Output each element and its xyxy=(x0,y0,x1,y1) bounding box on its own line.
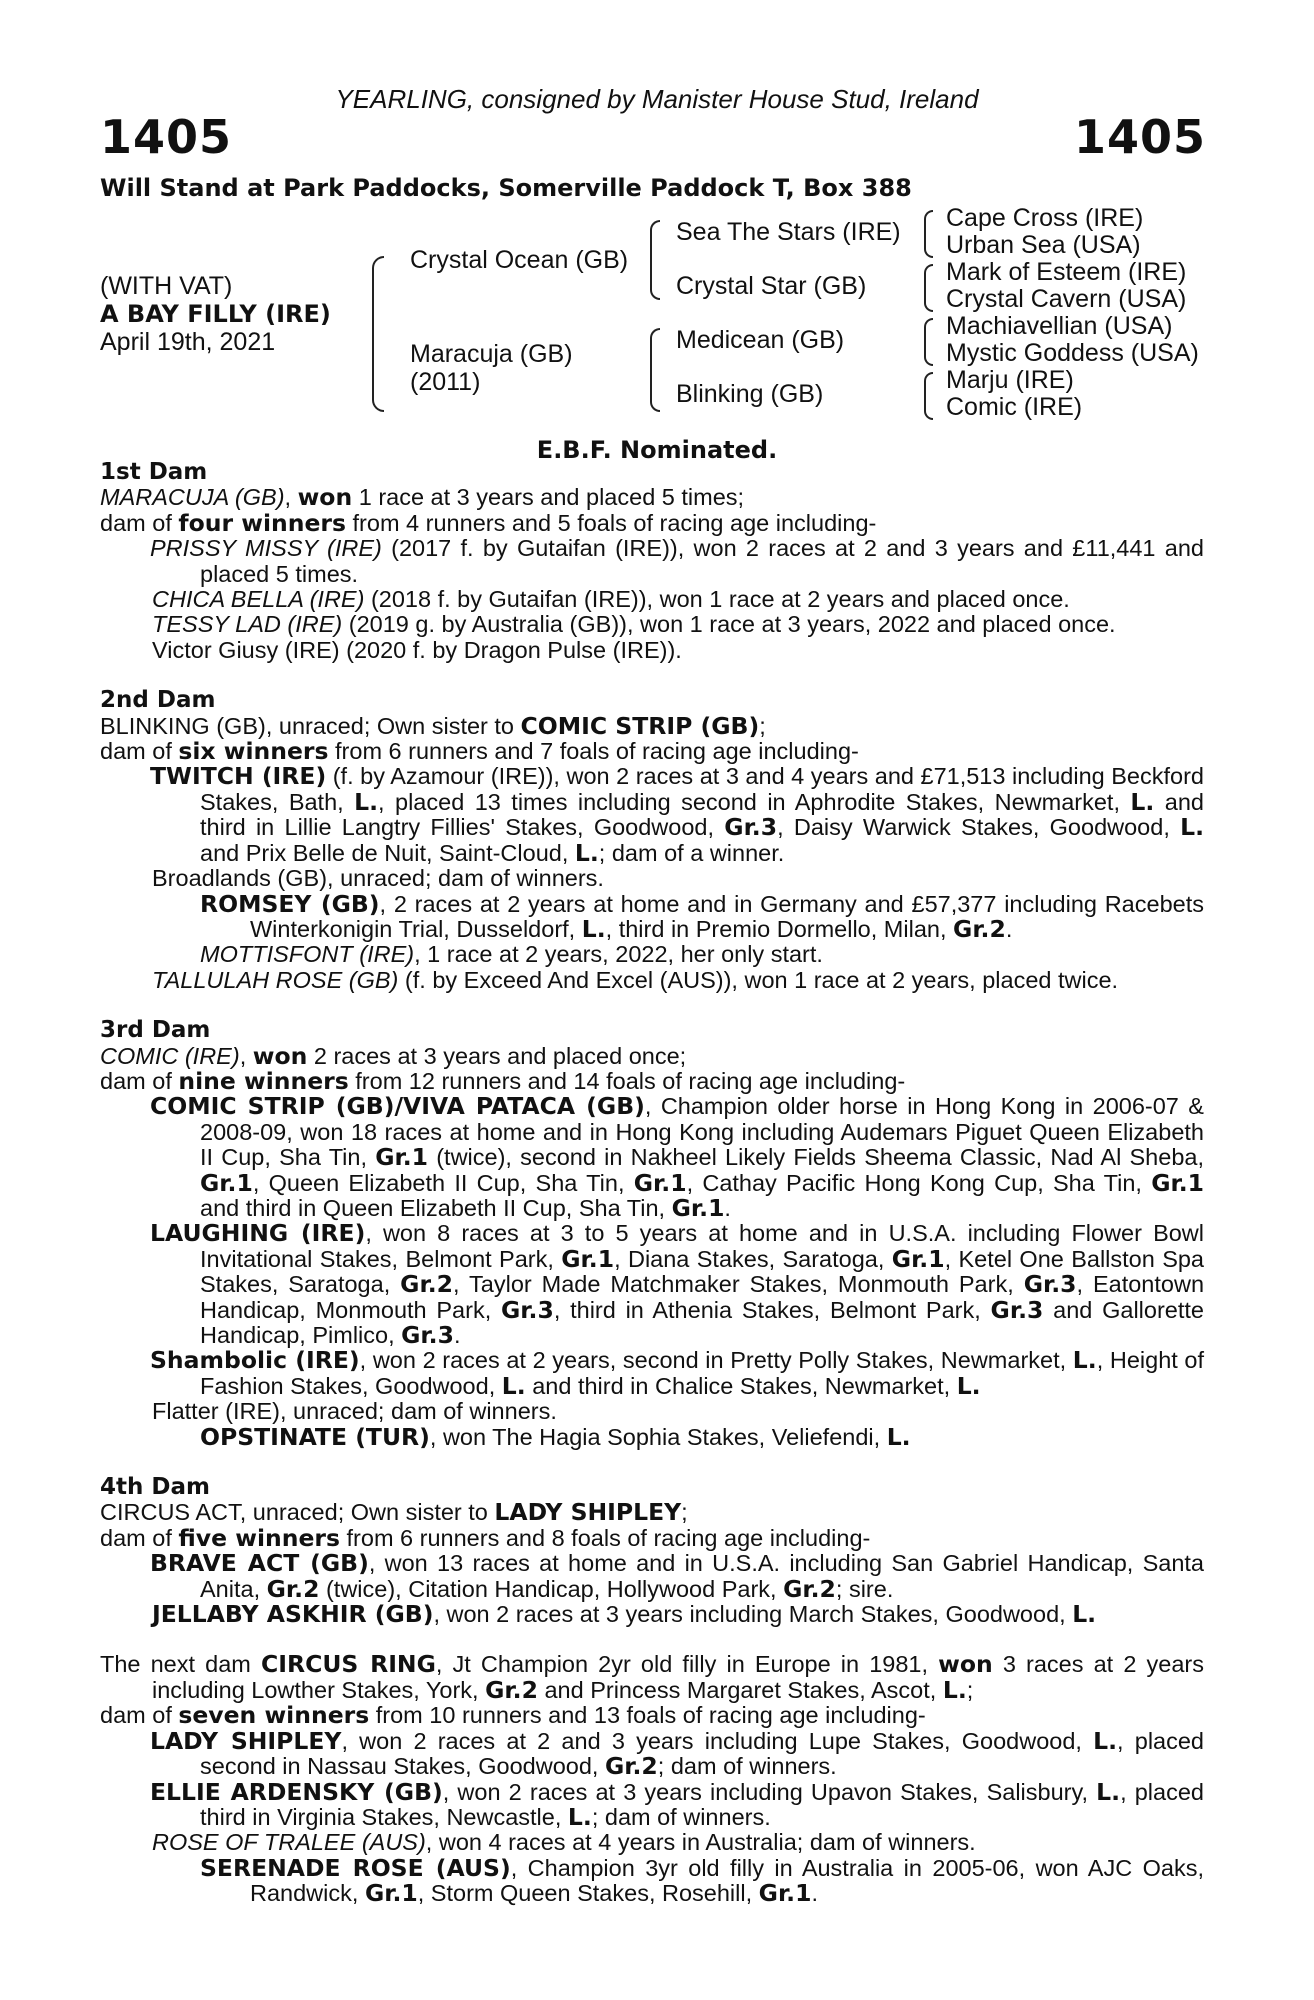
next-dam-line: The next dam CIRCUS RING, Jt Champion 2yr old filly in Europe in 1981, won 3 races at 2 years including Lowther Stakes, York, Gr.2 and Princess Margaret Stakes, Ascot, L.; xyxy=(100,1650,1204,1704)
lot-number-right: 1405 xyxy=(1073,110,1206,164)
dam-line: COMIC (IRE), won 2 races at 3 years and placed once; xyxy=(100,1041,687,1070)
produce-entry: LADY SHIPLEY, won 2 races at 2 and 3 years including Lupe Stakes, Goodwood, L., placed second in Nassau Stakes, Goodwood, Gr.2; dam of winners. xyxy=(150,1726,1205,1781)
dam-sire-sire: Machiavellian (USA) xyxy=(946,312,1173,340)
brace-sd xyxy=(924,264,933,312)
brace-ss xyxy=(924,210,933,258)
dam-name: Maracuja (GB) xyxy=(410,340,573,368)
vat-label: (WITH VAT) xyxy=(100,272,233,300)
section-heading: 1st Dam xyxy=(100,459,208,485)
sire-name: Crystal Ocean (GB) xyxy=(410,246,629,274)
produce-entry: COMIC STRIP (GB)/VIVA PATACA (GB), Champion older horse in Hong Kong in 2006-07 & 2008-09, won 18 races at home and in Hong Kong including Audemars Piguet Queen Elizabeth II Cup, Sha Tin, Gr.1 (twice), second in Nakheel Likely Fields Sheema Classic, Nad Al Sheba, Gr.1, Queen Elizabeth II Cup, Sha Tin, Gr.1, Cathay Pacific Hong Kong Cup, Sha Tin, Gr.1 and third in Queen Elizabeth II Cup, Sha Tin, Gr.1. xyxy=(150,1092,1205,1222)
produce-entry: Flatter (IRE), unraced; dam of winners. xyxy=(152,1398,557,1425)
dam-dam-dam: Comic (IRE) xyxy=(946,393,1083,421)
catalogue-body xyxy=(100,460,1204,1907)
produce-entry: CHICA BELLA (IRE) (2018 f. by Gutaifan (IRE)), won 1 race at 2 years and placed once. xyxy=(152,586,1070,613)
dam-line: MARACUJA (GB), won 1 race at 3 years and placed 5 times; xyxy=(100,483,745,512)
section-heading: 2nd Dam xyxy=(100,687,216,714)
dam-produce-summary: dam of four winners from 4 runners and 5 foals of racing age including- xyxy=(100,508,877,537)
brace-gen1 xyxy=(372,256,384,412)
produce-entry: ELLIE ARDENSKY (GB), won 2 races at 3 years including Upavon Stakes, Salisbury, L., placed third in Virginia Stakes, Newcastle, L.; dam of winners. xyxy=(150,1777,1204,1831)
produce-entry: TALLULAH ROSE (GB) (f. by Exceed And Excel (AUS)), won 1 race at 2 years, placed twice. xyxy=(152,966,1119,993)
lot-number-left: 1405 xyxy=(100,110,233,164)
brace-ds xyxy=(924,318,933,366)
produce-entry: ROSE OF TRALEE (AUS), won 4 races at 4 years in Australia; dam of winners. xyxy=(152,1829,976,1856)
produce-entry: BRAVE ACT (GB), won 13 races at home and in U.S.A. including San Gabriel Handicap, Santa Anita, Gr.2 (twice), Citation Handicap, Hollywood Park, Gr.2; sire. xyxy=(150,1549,1204,1603)
produce-entry: TWITCH (IRE) (f. by Azamour (IRE)), won 2 races at 3 and 4 years and £71,513 including Beckford Stakes, Bath, L., placed 13 times including second in Aphrodite Stakes, Newmarket, L. and third in Lillie Langtry Fillies' Stakes, Goodwood, Gr.3, Daisy Warwick Stakes, Goodwood, L. and Prix Belle de Nuit, Saint-Cloud, L.; dam of a winner. xyxy=(150,762,1204,867)
produce-entry: Victor Giusy (IRE) (2020 f. by Dragon Pulse (IRE)). xyxy=(152,636,682,663)
produce-entry: MOTTISFONT (IRE), 1 race at 2 years, 2022, her only start. xyxy=(200,941,823,968)
sire-sire-sire: Cape Cross (IRE) xyxy=(946,204,1144,232)
dam-sire: Medicean (GB) xyxy=(676,326,845,354)
brace-dam xyxy=(650,328,660,412)
dam-year: (2011) xyxy=(410,368,481,396)
sire-dam-sire: Mark of Esteem (IRE) xyxy=(946,258,1187,286)
dam-sire-dam: Mystic Goddess (USA) xyxy=(946,339,1199,367)
brace-dd xyxy=(924,372,933,420)
section-heading: 4th Dam xyxy=(100,1474,210,1501)
dam-produce-summary: dam of nine winners from 12 runners and 14 foals of racing age including- xyxy=(100,1066,906,1095)
dam-produce-summary: dam of six winners from 6 runners and 7 foals of racing age including- xyxy=(100,737,859,766)
dam-produce-summary: dam of five winners from 6 runners and 8 foals of racing age including- xyxy=(100,1523,871,1552)
sire-dam: Crystal Star (GB) xyxy=(676,272,867,300)
produce-entry: TESSY LAD (IRE) (2019 g. by Australia (GB)), won 1 race at 3 years, 2022 and placed once. xyxy=(152,611,1116,638)
produce-entry: LAUGHING (IRE), won 8 races at 3 to 5 years at home and in U.S.A. including Flower Bowl Invitational Stakes, Belmont Park, Gr.1, Diana Stakes, Saratoga, Gr.1, Ketel One Ballston Spa Stakes, Saratoga, Gr.2, Taylor Made Matchmaker Stakes, Monmouth Park, Gr.3, Eatontown Handicap, Monmouth Park, Gr.3, third in Athenia Stakes, Belmont Park, Gr.3 and Gallorette Handicap, Pimlico, Gr.3. xyxy=(150,1219,1205,1349)
horse-dob: April 19th, 2021 xyxy=(100,328,276,356)
brace-sire xyxy=(650,220,660,300)
stand-location: Will Stand at Park Paddocks, Somerville Paddock T, Box 388 xyxy=(100,174,912,202)
produce-entry: ROMSEY (GB), 2 races at 2 years at home and in Germany and £57,377 including Racebets Winterkonigin Trial, Dusseldorf, L., third in Premio Dormello, Milan, Gr.2. xyxy=(200,889,1204,943)
produce-entry: Broadlands (GB), unraced; dam of winners. xyxy=(152,865,604,892)
ebf-nomination: E.B.F. Nominated. xyxy=(536,436,778,464)
dam-line: CIRCUS ACT, unraced; Own sister to LADY SHIPLEY; xyxy=(100,1498,688,1527)
produce-entry: OPSTINATE (TUR), won The Hagia Sophia Stakes, Veliefendi, L. xyxy=(200,1422,911,1451)
produce-entry: Shambolic (IRE), won 2 races at 2 years, second in Pretty Polly Stakes, Newmarket, L., Height of Fashion Stakes, Goodwood, L. and third in Chalice Stakes, Newmarket, L. xyxy=(150,1346,1205,1400)
section-heading: 3rd Dam xyxy=(100,1017,211,1044)
consignment-line: YEARLING, consigned by Manister House Stud, Ireland xyxy=(335,84,979,114)
produce-entry: SERENADE ROSE (AUS), Champion 3yr old filly in Australia in 2005-06, won AJC Oaks, Randwick, Gr.1, Storm Queen Stakes, Rosehill, Gr.1. xyxy=(200,1853,1204,1908)
sire-sire-dam: Urban Sea (USA) xyxy=(946,231,1141,259)
produce-entry: JELLABY ASKHIR (GB), won 2 races at 3 years including March Stakes, Goodwood, L. xyxy=(152,1600,1097,1629)
dam-dam: Blinking (GB) xyxy=(676,380,824,408)
sire-sire: Sea The Stars (IRE) xyxy=(676,218,901,246)
produce-entry: PRISSY MISSY (IRE) (2017 f. by Gutaifan (IRE)), won 2 races at 2 and 3 years and £11,441 and placed 5 times. xyxy=(150,535,1204,587)
dam-dam-sire: Marju (IRE) xyxy=(946,366,1074,394)
dam-produce-summary: dam of seven winners from 10 runners and 13 foals of racing age including- xyxy=(100,1701,926,1730)
horse-name: A BAY FILLY (IRE) xyxy=(100,300,331,328)
dam-line: BLINKING (GB), unraced; Own sister to COMIC STRIP (GB); xyxy=(100,711,766,740)
sire-dam-dam: Crystal Cavern (USA) xyxy=(946,285,1187,313)
